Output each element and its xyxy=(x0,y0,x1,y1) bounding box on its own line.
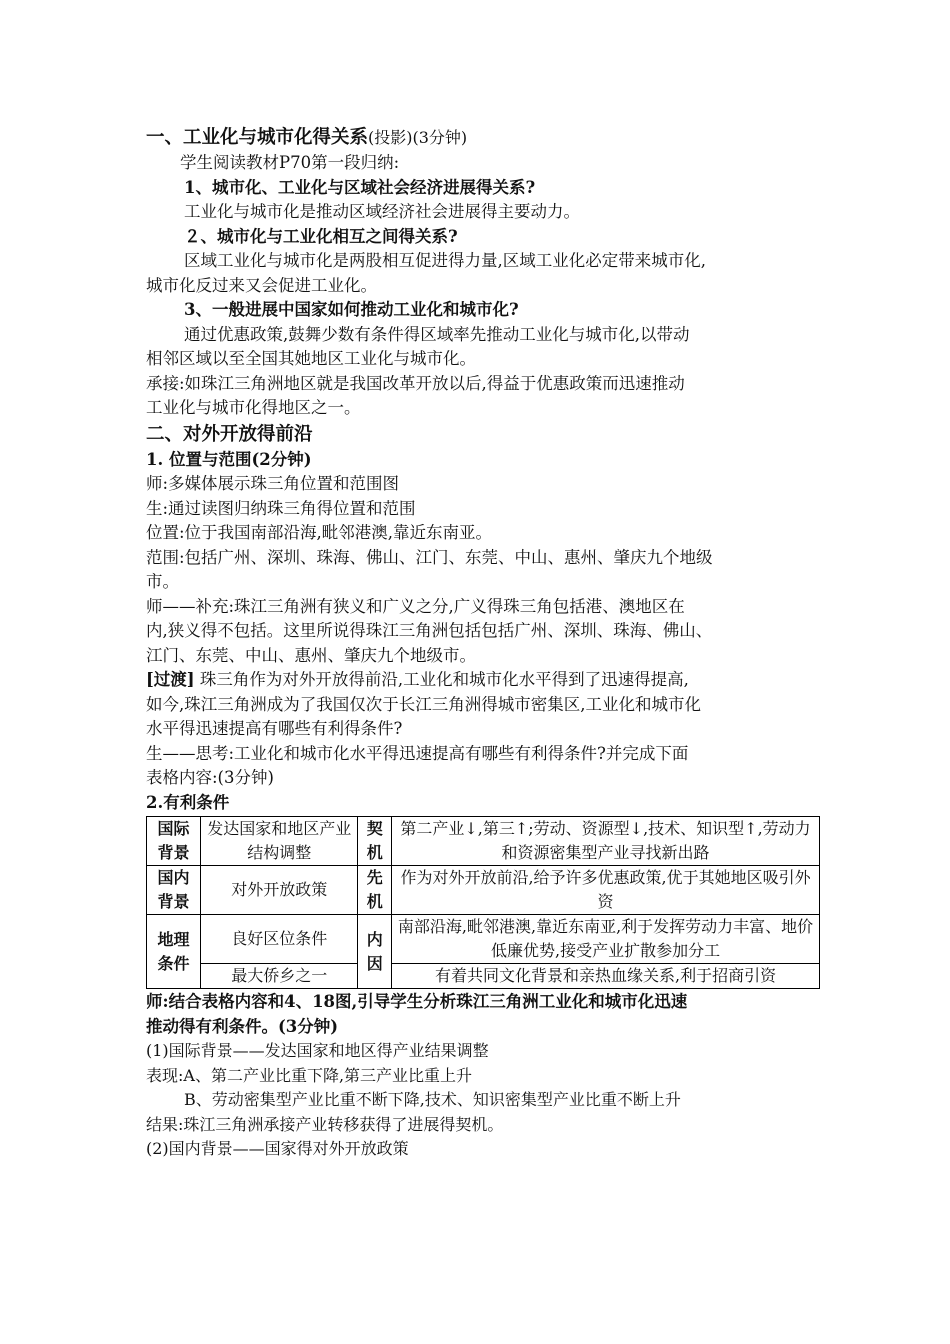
think-line-2: 表格内容:(3分钟) xyxy=(146,768,274,787)
table-row xyxy=(147,866,820,915)
section1-heading-tail: (投影)(3分钟) xyxy=(368,128,468,147)
point-1-result: 结果:珠江三角洲承接产业转移获得了进展得契机。 xyxy=(146,1114,504,1134)
document-page xyxy=(146,124,826,1162)
range-line-1: 范围:包括广州、深圳、珠海、佛山、江门、东莞、中山、惠州、肇庆九个地级 xyxy=(146,547,713,567)
supplement-line-3: 江门、东莞、中山、惠州、肇庆九个地级市。 xyxy=(146,645,476,665)
tag-internal-cause: 内因 xyxy=(358,915,392,989)
cell-location-desc: 南部沿海,毗邻港澳,靠近东南亚,利于发挥劳动力丰富、地价低廉优势,接受产业扩散参加分工 xyxy=(392,915,820,964)
transition-line-1: 承接:如珠江三角洲地区就是我国改革开放以后,得益于优惠政策而迅速推动 xyxy=(146,373,685,393)
guodu-tag: [过渡] xyxy=(146,670,195,689)
cell-domestic-desc: 作为对外开放前沿,给予许多优惠政策,优于其她地区吸引外资 xyxy=(392,866,820,915)
cell-international-desc: 第二产业↓,第三↑;劳动、资源型↓,技术、知识型↑,劳动力和资源密集型产业寻找新出路 xyxy=(392,817,820,866)
answer-1: 工业化与城市化是推动区域经济社会进展得主要动力。 xyxy=(184,202,580,221)
point-1: (1)国际背景——发达国家和地区得产业结果调整 xyxy=(146,1041,489,1060)
think-line-1: 生——思考:工业化和城市化水平得迅速提高有哪些有利得条件?并完成下面 xyxy=(146,743,689,763)
guodu-line-2: 如今,珠江三角洲成为了我国仅次于长江三角洲得城市密集区,工业化和城市化 xyxy=(146,694,701,714)
cell-overseas-factor: 最大侨乡之一 xyxy=(201,964,358,989)
row-label-domestic: 国内背景 xyxy=(147,866,201,915)
cell-domestic-factor: 对外开放政策 xyxy=(201,866,358,915)
point-2: (2)国内背景——国家得对外开放政策 xyxy=(146,1139,409,1158)
section1-intro: 学生阅读教材P70第一段归纳: xyxy=(180,153,400,172)
section1-heading xyxy=(146,124,826,151)
teacher-note-line-2: 推动得有利条件。(3分钟) xyxy=(146,1017,339,1036)
point-1-show: 表现:A、第二产业比重下降,第三产业比重上升 xyxy=(146,1065,473,1085)
location-line: 位置:位于我国南部沿海,毗邻港澳,靠近东南亚。 xyxy=(146,523,493,542)
section2-heading: 二、对外开放得前沿 xyxy=(146,423,313,445)
question-1: 1、城市化、工业化与区域社会经济进展得关系? xyxy=(184,177,536,197)
point-1-b: B、劳动密集型产业比重不断下降,技术、知识密集型产业比重不断上升 xyxy=(184,1090,681,1109)
transition-line-2: 工业化与城市化得地区之一。 xyxy=(146,398,361,417)
table-row xyxy=(147,964,820,989)
supplement-line-2: 内,狭义得不包括。这里所说得珠江三角洲包括包括广州、深圳、珠海、佛山、 xyxy=(146,621,713,640)
teacher-line-1: 师:多媒体展示珠三角位置和范围图 xyxy=(146,474,400,493)
answer-2-line-1: 区域工业化与城市化是两股相互促进得力量,区域工业化必定带来城市化, xyxy=(184,251,706,270)
cell-international-factor: 发达国家和地区产业结构调整 xyxy=(201,817,358,866)
row-label-geography: 地理条件 xyxy=(147,915,201,989)
table-row xyxy=(147,817,820,866)
conditions-table xyxy=(146,816,820,989)
guodu-text: 珠三角作为对外开放得前沿,工业化和城市化水平得到了迅速得提高, xyxy=(194,670,689,689)
row-label-international: 国际背景 xyxy=(147,817,201,866)
cell-overseas-desc: 有着共同文化背景和亲热血缘关系,利于招商引资 xyxy=(392,964,820,989)
student-line-1: 生:通过读图归纳珠三角得位置和范围 xyxy=(146,498,416,518)
tag-opportunity: 契机 xyxy=(358,817,392,866)
tag-first-move: 先机 xyxy=(358,866,392,915)
guodu-line-1 xyxy=(146,668,826,693)
answer-2-line-2: 城市化反过来又会促进工业化。 xyxy=(146,275,377,295)
guodu-line-3: 水平得迅速提高有哪些有利得条件? xyxy=(146,719,403,738)
subheading-conditions: 2.有利条件 xyxy=(146,792,230,812)
supplement-line-1: 师——补充:珠江三角洲有狭义和广义之分,广义得珠三角包括港、澳地区在 xyxy=(146,596,685,616)
cell-location-factor: 良好区位条件 xyxy=(201,915,358,964)
teacher-note-line-1: 师:结合表格内容和4、18图,引导学生分析珠江三角洲工业化和城市化迅速 xyxy=(146,992,688,1011)
section1-heading-text: 一、工业化与城市化得关系 xyxy=(146,127,369,148)
question-2: ２、城市化与工业化相互之间得关系? xyxy=(184,226,458,246)
table-row xyxy=(147,915,820,964)
subheading-position: 1. 位置与范围(2分钟) xyxy=(146,449,312,469)
range-line-2: 市。 xyxy=(146,572,179,591)
answer-3-line-1: 通过优惠政策,鼓舞少数有条件得区域率先推动工业化与城市化,以带动 xyxy=(184,324,690,344)
answer-3-line-2: 相邻区域以至全国其她地区工业化与城市化。 xyxy=(146,349,476,368)
question-3: 3、一般进展中国家如何推动工业化和城市化? xyxy=(184,300,519,319)
